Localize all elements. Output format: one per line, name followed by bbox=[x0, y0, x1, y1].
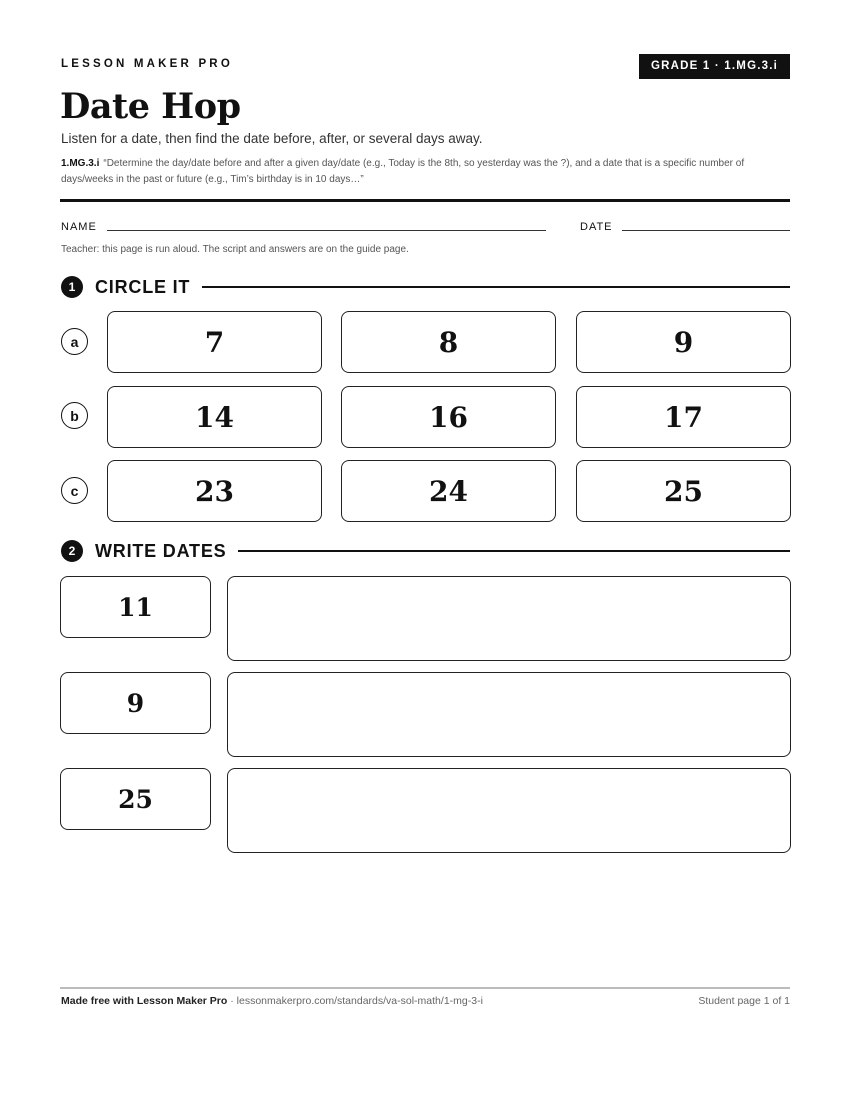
header-divider bbox=[60, 199, 790, 202]
name-field[interactable] bbox=[107, 230, 546, 231]
choice-a-1[interactable] bbox=[107, 311, 322, 373]
choice-c-2[interactable] bbox=[341, 460, 556, 522]
section-1-number: 1 bbox=[61, 276, 83, 298]
choice-b-3[interactable] bbox=[576, 386, 791, 448]
choice-value: 9 bbox=[673, 325, 694, 359]
choice-value: 23 bbox=[195, 474, 234, 508]
row-letter-b: b bbox=[61, 402, 88, 429]
date-field[interactable] bbox=[622, 230, 790, 231]
row-letter-a: a bbox=[61, 328, 88, 355]
footer-credit bbox=[61, 995, 483, 1007]
brand-name: LESSON MAKER PRO bbox=[61, 58, 233, 70]
answer-box-1[interactable] bbox=[227, 576, 791, 661]
answer-box-3[interactable] bbox=[227, 768, 791, 853]
date-label: DATE bbox=[580, 221, 613, 233]
section-2-header bbox=[61, 539, 790, 563]
choice-value: 7 bbox=[204, 325, 225, 359]
standard-text: “Determine the day/date before and after a given day/date (e.g., Today is the 8th, so yesterday was the ?), and a date that is a specific number of days/weeks in the past or future (e.g., Tim’s birthday is in 10 days…” bbox=[61, 158, 745, 185]
choice-value: 16 bbox=[429, 400, 468, 434]
choice-b-2[interactable] bbox=[341, 386, 556, 448]
choice-value: 14 bbox=[195, 400, 234, 434]
choice-value: 24 bbox=[429, 474, 468, 508]
section-2-rule bbox=[238, 550, 790, 552]
answer-box-2[interactable] bbox=[227, 672, 791, 757]
choice-c-3[interactable] bbox=[576, 460, 791, 522]
choice-value: 8 bbox=[438, 325, 459, 359]
section-2-number: 2 bbox=[61, 540, 83, 562]
row-letter-c: c bbox=[61, 477, 88, 504]
choice-value: 25 bbox=[664, 474, 703, 508]
choice-b-1[interactable] bbox=[107, 386, 322, 448]
date-prompt-2: 9 bbox=[60, 672, 211, 734]
section-1-title: CIRCLE IT bbox=[95, 276, 191, 297]
choice-value: 17 bbox=[664, 400, 703, 434]
footer-url[interactable]: · lessonmakerpro.com/standards/va-sol-math/1-mg-3-i bbox=[230, 995, 483, 1007]
teacher-note: Teacher: this page is run aloud. The script and answers are on the guide page. bbox=[61, 244, 409, 255]
standard-code: 1.MG.3.i bbox=[61, 158, 100, 169]
section-2-title: WRITE DATES bbox=[95, 540, 227, 561]
choice-a-3[interactable] bbox=[576, 311, 791, 373]
page-subtitle: Listen for a date, then find the date before, after, or several days away. bbox=[61, 131, 483, 146]
date-prompt-1: 11 bbox=[60, 576, 211, 638]
name-label: NAME bbox=[61, 221, 97, 233]
date-prompt-3: 25 bbox=[60, 768, 211, 830]
section-1-rule bbox=[202, 286, 790, 288]
standard-description bbox=[61, 156, 791, 188]
page-title: Date Hop bbox=[60, 86, 241, 127]
choice-a-2[interactable] bbox=[341, 311, 556, 373]
footer-page-number: Student page 1 of 1 bbox=[698, 995, 790, 1007]
footer-made-with: Made free with Lesson Maker Pro bbox=[61, 995, 228, 1007]
footer-divider bbox=[60, 987, 790, 989]
choice-c-1[interactable] bbox=[107, 460, 322, 522]
section-1-header bbox=[61, 275, 790, 299]
grade-badge: GRADE 1 · 1.MG.3.i bbox=[639, 54, 790, 79]
